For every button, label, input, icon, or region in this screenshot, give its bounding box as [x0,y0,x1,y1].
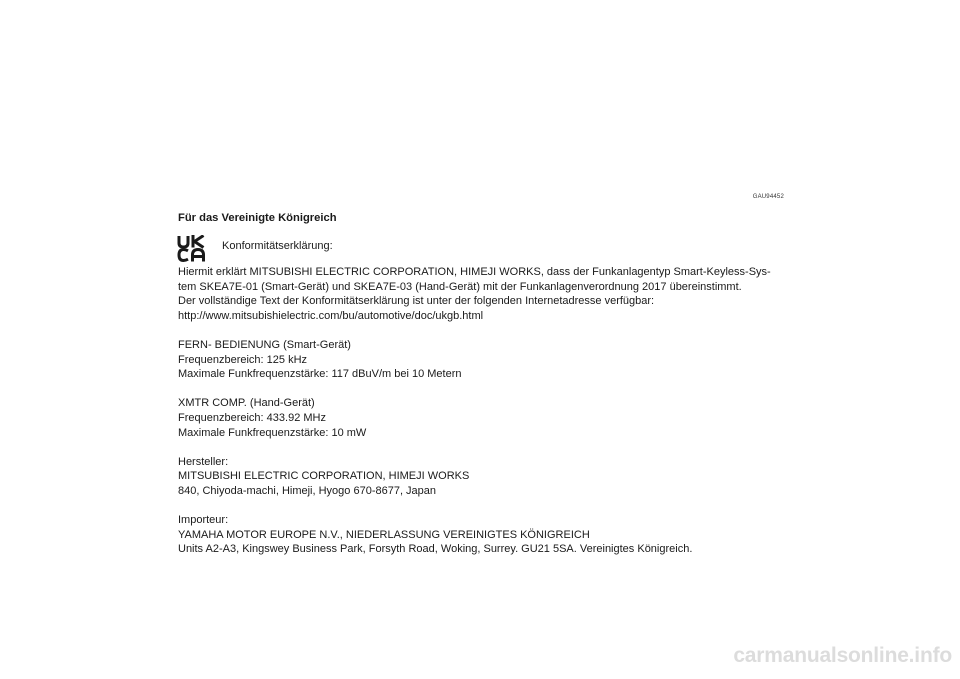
smart-device-block [178,338,786,382]
smart-device-power: Maximale Funkfrequenzstärke: 117 dBuV/m bei 10 Metern [178,368,462,381]
importer-label: Importeur: [178,514,229,527]
hand-device-power: Maximale Funkfrequenzstärke: 10 mW [178,426,367,439]
hand-device-block [178,396,786,440]
manufacturer-label: Hersteller: [178,455,229,468]
hand-device-title: XMTR COMP. (Hand-Gerät) [178,397,315,410]
hand-device-frequency: Frequenzbereich: 433.92 MHz [178,411,326,424]
declaration-label: Konformitätserklärung: [222,240,333,252]
importer-address: Units A2-A3, Kingswey Business Park, Forsyth Road, Woking, Surrey. GU21 5SA. Vereinigtes Königreich. [178,543,693,556]
document-code: GAU94452 [752,194,784,200]
declaration-text-line-2: tem SKEA7E-01 (Smart-Gerät) und SKEA7E-03 (Hand-Gerät) mit der Funkanlagenverordnung 2017 übereinstimmt. [178,280,742,293]
declaration-url: http://www.mitsubishielectric.com/bu/automotive/doc/ukgb.html [178,309,484,322]
ukca-mark-icon [177,235,205,262]
document-body [178,265,786,557]
manufacturer-address: 840, Chiyoda-machi, Himeji, Hyogo 670-8677, Japan [178,484,437,497]
declaration-text-line-1: Hiermit erklärt MITSUBISHI ELECTRIC CORPORATION, HIMEJI WORKS, dass der Funkanlagentyp Smart-Keyless-Sys- [178,266,771,278]
declaration-paragraph [178,265,786,323]
smart-device-title: FERN- BEDIENUNG (Smart-Gerät) [178,338,351,351]
manufacturer-block [178,455,786,499]
manufacturer-name: MITSUBISHI ELECTRIC CORPORATION, HIMEJI WORKS [178,470,470,483]
declaration-availability: Der vollständige Text der Konformitätserklärung ist unter der folgenden Internetadresse verfügbar: [178,295,655,308]
section-heading: Für das Vereinigte Königreich [178,212,337,224]
watermark: carmanualsonline.info [733,644,952,667]
smart-device-frequency: Frequenzbereich: 125 kHz [178,353,308,366]
importer-name: YAMAHA MOTOR EUROPE N.V., NIEDERLASSUNG VEREINIGTES KÖNIGREICH [178,528,590,541]
importer-block [178,513,786,557]
